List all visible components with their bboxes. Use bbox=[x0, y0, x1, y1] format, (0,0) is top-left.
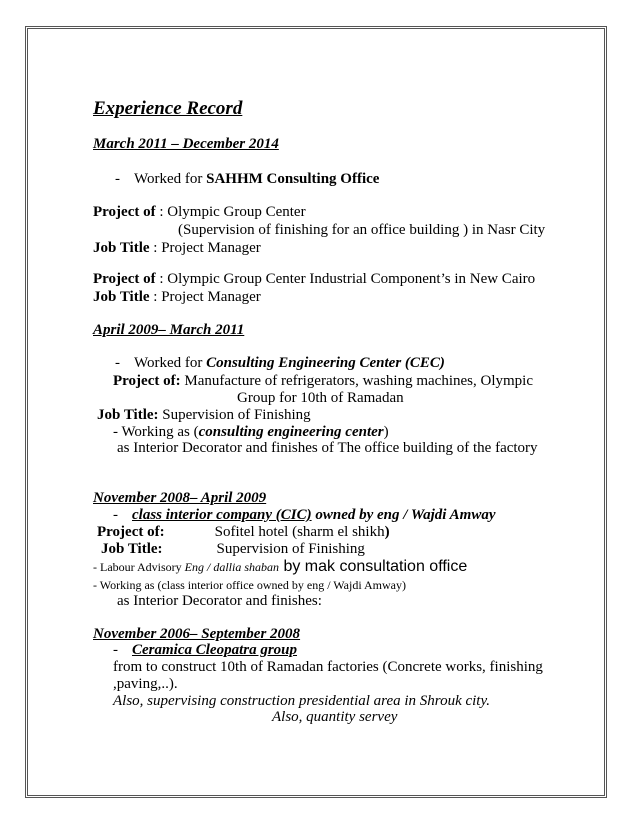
job1-project2: Project of : Olympic Group Center Industrial Component’s in New Cairo bbox=[93, 271, 536, 287]
job4-line4: Also, quantity servey bbox=[272, 709, 398, 725]
job4-line3: Also, supervising construction presidential area in Shrouk city. bbox=[113, 693, 491, 709]
job2-working: - Working as (consulting engineering center) bbox=[113, 424, 389, 440]
job4-line2: ,paving,..). bbox=[113, 676, 178, 692]
job1-company: SAHHM Consulting Office bbox=[206, 171, 380, 187]
job2-period: April 2009– March 2011 bbox=[93, 322, 245, 338]
job1-title1: Job Title : Project Manager bbox=[93, 240, 261, 256]
job4-company-line: - Ceramica Cleopatra group bbox=[113, 642, 298, 658]
job2-company: Consulting Engineering Center (CEC) bbox=[206, 355, 445, 371]
job4-company: Ceramica Cleopatra group bbox=[132, 642, 298, 658]
job1-project1-detail: (Supervision of finishing for an office building ) in Nasr City bbox=[178, 222, 546, 238]
job3-project: Project of: Sofitel hotel (sharm el shikh) bbox=[97, 524, 390, 540]
job2-as-line: as Interior Decorator and finishes of The office building of the factory bbox=[117, 440, 538, 456]
job4-period: November 2006– September 2008 bbox=[93, 626, 301, 642]
job3-as-line: as Interior Decorator and finishes: bbox=[117, 593, 322, 609]
job2-project: Project of: Manufacture of refrigerators, washing machines, Olympic bbox=[113, 373, 533, 389]
job3-company-line: - class interior company (CIC) owned by eng / Wajdi Amway bbox=[113, 507, 496, 523]
job1-period: March 2011 – December 2014 bbox=[93, 136, 279, 152]
job1-title2: Job Title : Project Manager bbox=[93, 289, 261, 305]
job3-company: class interior company (CIC) bbox=[132, 507, 312, 523]
job3-title: Job Title: Supervision of Finishing bbox=[101, 541, 365, 557]
job1-worked-for: - Worked for SAHHM Consulting Office bbox=[115, 171, 380, 187]
job2-project-cont: Group for 10th of Ramadan bbox=[237, 390, 404, 406]
job3-period: November 2008– April 2009 bbox=[93, 490, 267, 506]
section-title: Experience Record bbox=[93, 98, 243, 119]
job3-labour: - Labour Advisory Eng / dallia shaban by mak consultation office bbox=[93, 558, 468, 575]
job1-project1: Project of : Olympic Group Center bbox=[93, 204, 306, 220]
job4-line1: from to construct 10th of Ramadan factories (Concrete works, finishing bbox=[113, 659, 543, 675]
job2-title: Job Title: Supervision of Finishing bbox=[97, 407, 311, 423]
job3-working: - Working as (class interior office owned by eng / Wajdi Amway) bbox=[93, 578, 406, 592]
job2-worked-for: - Worked for Consulting Engineering Center (CEC) bbox=[115, 355, 445, 371]
